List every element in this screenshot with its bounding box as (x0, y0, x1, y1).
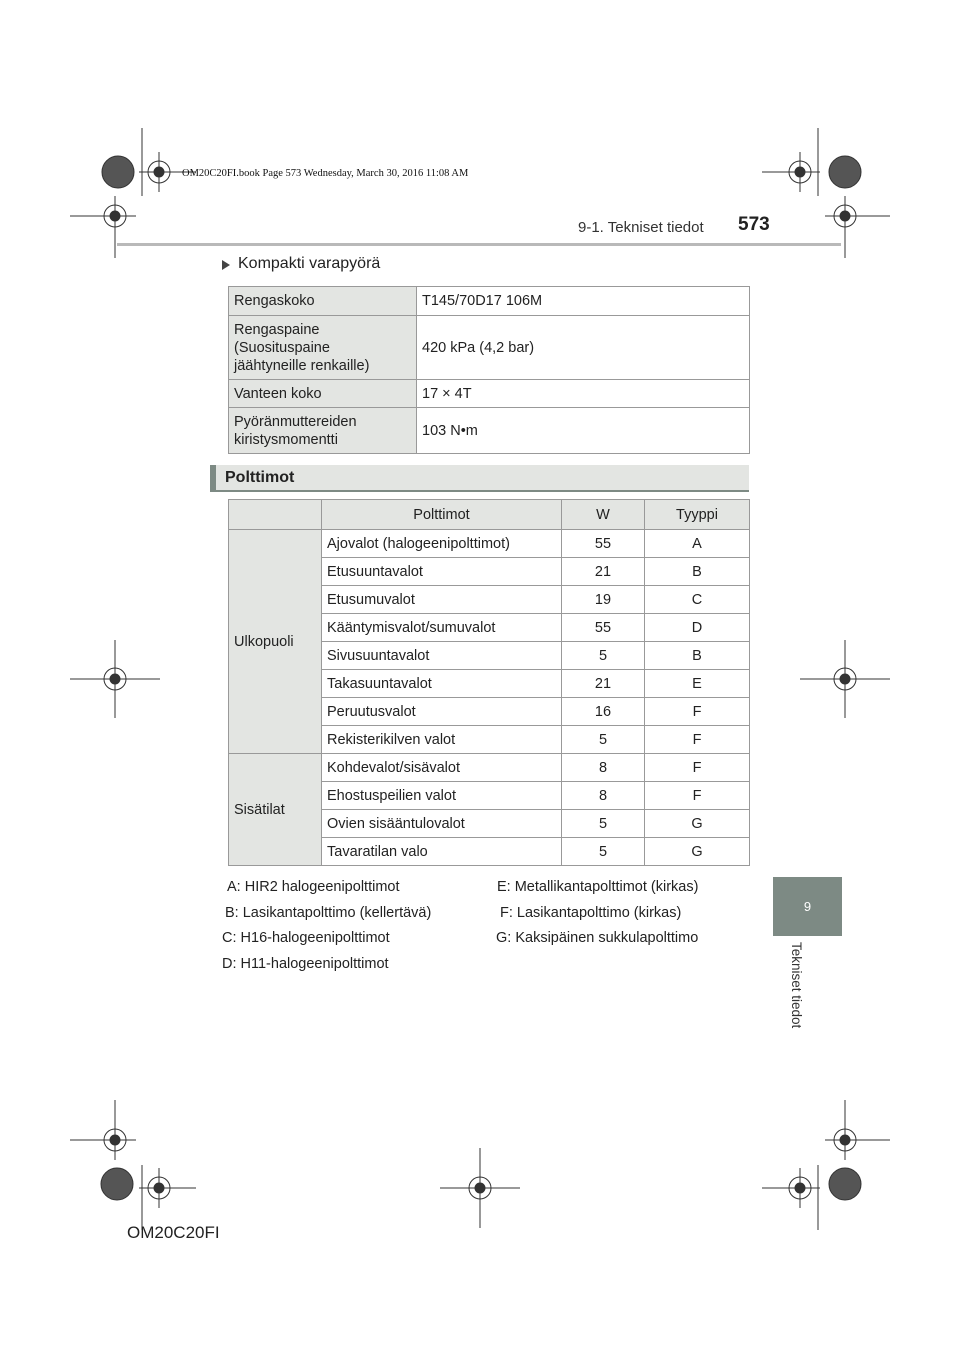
header-rule (117, 243, 841, 246)
legend-item: G: Kaksipäinen sukkulapolttimo (496, 930, 699, 946)
bulb-type: F (645, 782, 750, 810)
bulb-type: F (645, 726, 750, 754)
spare-tire-heading (222, 255, 380, 273)
bulb-name: Ajovalot (halogeenipolttimot) (322, 530, 562, 558)
table-row (229, 380, 750, 408)
legend-item: A: HIR2 halogeenipolttimot (227, 879, 400, 895)
bulb-type: D (645, 614, 750, 642)
section-bar-bulbs (210, 465, 749, 492)
bulb-type: B (645, 558, 750, 586)
chapter-number: 9 (803, 899, 812, 914)
column-header: W (562, 500, 645, 530)
chapter-tab (773, 877, 842, 936)
bulb-watt: 5 (562, 726, 645, 754)
bulb-watt: 19 (562, 586, 645, 614)
spec-label: Rengaspaine (Suosituspaine jäähtyneille renkaille) (229, 316, 417, 380)
bulb-table (228, 499, 750, 866)
section-title: 9-1. Tekniset tiedot (578, 219, 704, 236)
spec-value: 103 N•m (417, 408, 750, 454)
bulb-watt: 16 (562, 698, 645, 726)
bulb-name: Peruutusvalot (322, 698, 562, 726)
table-row (229, 530, 750, 558)
column-header: Polttimot (322, 500, 562, 530)
table-row (229, 408, 750, 454)
section-bar-title: Polttimot (225, 469, 295, 486)
bulb-name: Tavaratilan valo (322, 838, 562, 866)
legend-item: B: Lasikantapolttimo (kellertävä) (225, 905, 432, 921)
doc-code: OM20C20FI (127, 1223, 220, 1242)
table-row (229, 754, 750, 782)
bulb-watt: 21 (562, 558, 645, 586)
bulb-watt: 5 (562, 838, 645, 866)
spec-label: Rengaskoko (229, 287, 417, 316)
bulb-type: G (645, 810, 750, 838)
bulb-type: E (645, 670, 750, 698)
bulb-type: F (645, 754, 750, 782)
bulb-name: Etusuuntavalot (322, 558, 562, 586)
legend-item: F: Lasikantapolttimo (kirkas) (500, 905, 682, 921)
book-info: OM20C20FI.book Page 573 Wednesday, March 30, 2016 11:08 AM (182, 168, 469, 179)
spare-tire-heading-text: Kompakti varapyörä (238, 255, 381, 272)
bulb-name: Etusumuvalot (322, 586, 562, 614)
bulb-watt: 21 (562, 670, 645, 698)
bulb-name: Rekisterikilven valot (322, 726, 562, 754)
bulb-name: Kohdevalot/sisävalot (322, 754, 562, 782)
bulb-type: C (645, 586, 750, 614)
group-cell: Ulkopuoli (229, 530, 322, 754)
column-header: Tyyppi (645, 500, 750, 530)
spec-value: T145/70D17 106M (417, 287, 750, 316)
column-header (229, 500, 322, 530)
bulb-name: Sivusuuntavalot (322, 642, 562, 670)
bulb-name: Kääntymisvalot/sumuvalot (322, 614, 562, 642)
table-row (229, 287, 750, 316)
bulb-type: F (645, 698, 750, 726)
spec-value: 420 kPa (4,2 bar) (417, 316, 750, 380)
legend-item: D: H11-halogeenipolttimot (222, 956, 389, 972)
spare-tire-table (228, 286, 750, 454)
bulb-type: B (645, 642, 750, 670)
page-number: 573 (738, 214, 770, 235)
bulb-watt: 5 (562, 810, 645, 838)
bulb-watt: 8 (562, 754, 645, 782)
bulb-name: Takasuuntavalot (322, 670, 562, 698)
group-cell: Sisätilat (229, 754, 322, 866)
spec-label: Pyöränmuttereiden kiristysmomentti (229, 408, 417, 454)
legend-item: C: H16-halogeenipolttimot (222, 930, 390, 946)
bulb-name: Ehostuspeilien valot (322, 782, 562, 810)
legend-item: E: Metallikantapolttimot (kirkas) (497, 879, 699, 895)
bulb-type: A (645, 530, 750, 558)
bulb-name: Ovien sisääntulovalot (322, 810, 562, 838)
bulb-type: G (645, 838, 750, 866)
spec-value: 17 × 4T (417, 380, 750, 408)
table-row (229, 316, 750, 380)
spec-label: Vanteen koko (229, 380, 417, 408)
chapter-side-label: Tekniset tiedot (789, 942, 804, 1029)
bulb-watt: 8 (562, 782, 645, 810)
triangle-bullet-icon (222, 260, 230, 270)
bulb-watt: 5 (562, 642, 645, 670)
bulb-watt: 55 (562, 530, 645, 558)
table-header-row (229, 500, 750, 530)
bulb-watt: 55 (562, 614, 645, 642)
